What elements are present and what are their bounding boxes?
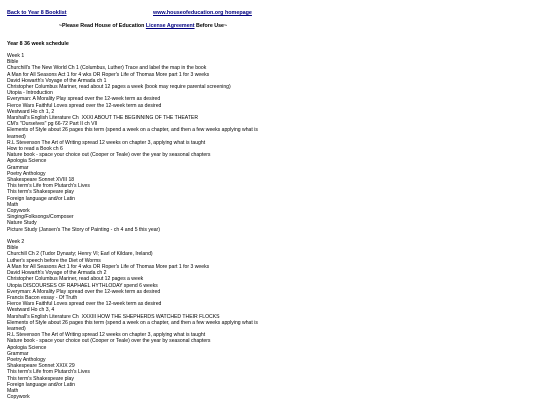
schedule-item: David Howarth's Voyage of the Armada ch 2 [7,270,107,277]
schedule-item: Poetry Anthology [7,170,46,177]
schedule-item: This term's Life from Plutarch's Lives [7,369,90,376]
license-agreement-link[interactable]: License Agreement [145,23,195,29]
schedule-item: Singing/Folksongs/Composer [7,214,74,221]
top-links [7,10,533,19]
homepage-link[interactable]: www.houseofeducation.org homepage [153,10,252,16]
schedule-item: How to read a Book ch 6 [7,146,63,153]
schedule-item: This term's Shakespeare play [7,375,74,382]
schedule-item: Westward Ho ch 1, 2 [7,108,55,115]
schedule-item: Elements of Style about 26 pages this term (spend a week on a chapter, and then a few weeks applying what is learned) [7,319,260,332]
schedule-item: Grammar [7,164,29,171]
schedule-item: Fierce Wars Faithful Loves spread over the 12-week term as desired [7,301,162,308]
schedule-item: Math [7,387,19,394]
schedule-item: Foreign language and/or Latin [7,195,75,202]
schedule-item: Everyman: A Morality Play spread over the 12-week term as desired [7,288,161,295]
schedule-item: Copywork [7,208,30,215]
schedule-item: Grammar [7,350,29,357]
schedule-item: Nature Study [7,220,37,227]
schedule-item: Churchill's The New World Ch 1 (Columbus, Luther) Trace and label the map in the book [7,65,207,72]
schedule-item: Marshall's English Literature Ch XXXI ABOUT THE BEGINNING OF THE THEATER [7,115,199,122]
schedule-item: Everyman: A Morality Play spread over the 12-week term as desired [7,96,161,103]
schedule-item: Nature book - space your choice out (Cooper or Teale) over the year by seasonal chapters [7,152,211,159]
notice-before: ~Please Read House of Education [58,23,146,29]
schedule-item: A Man for All Seasons Act 1 for 4 wks OR Roper's Life of Thomas More part 1 for 3 weeks [7,71,210,78]
schedule-item: Shakespeare Sonnet XXIX 29 [7,363,75,370]
schedule-item: R.L Stevenson The Art of Writing spread 12 weeks on chapter 3, applying what is taught [7,332,206,339]
schedule-item: Churchill Ch 2 (Tudor Dynasty; Henry VI; Earl of Kildare, Ireland) [7,251,153,258]
schedule-item: Utopia - Introduction [7,90,53,97]
week-label: Week 1 [7,53,25,59]
schedule-item: Fierce Wars Faithful Loves spread over the 12-week term as desired [7,102,162,109]
schedule-item: Utopia DISCOURSES OF RAPHAEL HYTHLODAY spend 6 weeks [7,282,158,289]
schedule-item: Shakespeare Sonnet XVIII 18 [7,177,75,184]
schedule-item: Christopher Columbus Mariner, read about 12 pages a week [7,276,144,283]
week-label: Week 2 [7,239,25,246]
schedule-item: Picture Study (Jansen's The Story of Painting - ch 4 and 5 this year) [7,226,160,233]
schedule-item: R.L Stevenson The Art of Writing spread 12 weeks on chapter 3, applying what is taught [7,139,206,146]
schedule-item: Copywork [7,394,30,401]
schedule-item: A Man for All Seasons Act 1 for 4 wks OR Roper's Life of Thomas More part 1 for 3 weeks [7,263,210,270]
schedule-title: Year 8 36 week schedule [7,41,69,47]
schedule-item: Marshall's English Literature Ch XXXIII HOW THE SHEPHERDS WATCHED THEIR FLOCKS [7,313,220,320]
schedule-item: Bible [7,59,19,66]
schedule-item: Apologia Science [7,158,47,165]
schedule-item: Poetry Anthology [7,356,46,363]
schedule-item: This term's Life from Plutarch's Lives [7,183,90,190]
schedule-item: Westward Ho ch 3, 4 [7,307,55,314]
schedule-item: Apologia Science [7,344,47,351]
schedule-item: This term's Shakespeare play [7,189,74,196]
schedule-item: Bible [7,245,19,252]
schedule-item: CM's "Ourselves" pg 66-72 Part II ch VII [7,121,98,128]
notice-after: Before Use~ [194,23,228,29]
schedule-item: Luther's speech before the Diet of Worms [7,257,101,264]
schedule-item: David Howarth's Voyage of the Armada ch 1 [7,77,107,84]
schedule-item: Nature book - space your choice out (Cooper or Teale) over the year by seasonal chapters [7,338,211,345]
license-notice [0,22,286,30]
back-to-booklist-link[interactable]: Back to Year 8 Booklist [7,10,67,16]
schedule-item: Elements of Style about 26 pages this term (spend a week on a chapter, and then a few weeks applying what is learned) [7,127,260,140]
schedule-content [7,53,277,400]
schedule-item: Math [7,201,19,208]
schedule-item: Christopher Columbus Mariner, read about 12 pages a week (book may require parental screening) [7,84,231,91]
schedule-item: Francis Bacon essay - Of Truth [7,294,78,301]
schedule-item: Foreign language and/or Latin [7,381,75,388]
